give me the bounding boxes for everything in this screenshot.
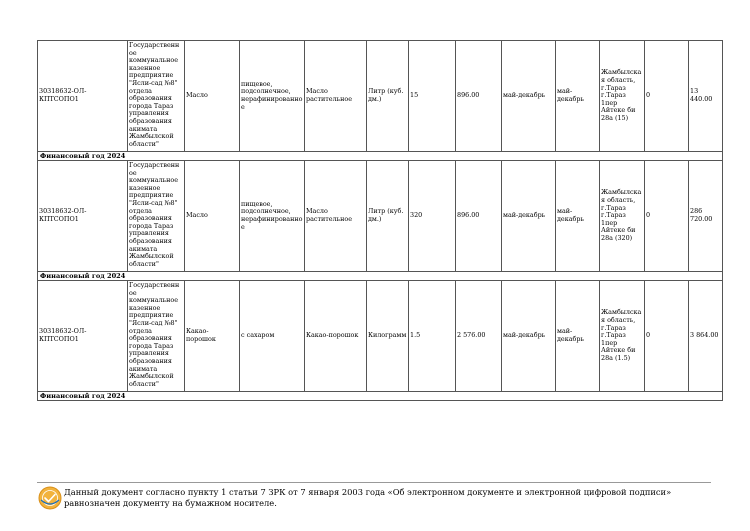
year-row <box>38 392 723 401</box>
cell-organization: Государственное коммунальное казенное предприятие "Ясли-сад №8" отдела образования города Тараз управления образования акимата Жамбылской области" <box>128 161 185 272</box>
cell-name: Масло <box>185 161 240 272</box>
cell-delivery-place: Жамбылская область, г.Тараз г.Тараз 1пер Айтеке би 28а (320) <box>600 161 645 272</box>
footer-divider <box>37 482 711 483</box>
cell-period-start: май-декабрь <box>502 161 556 272</box>
legal-notice: Данный документ согласно пункту 1 статьи 7 ЗРК от 7 января 2003 года «Об электронном документе и электронной цифровой подписи» равнозначен документу на бумажном носителе. <box>64 487 672 508</box>
cell-extra: Масло растительное <box>305 161 367 272</box>
cell-total: 286 720.00 <box>689 161 723 272</box>
cell-extra: Какао-порошок <box>305 281 367 392</box>
cell-period-end: май-декабрь <box>556 281 600 392</box>
cell-quantity: 15 <box>409 41 456 152</box>
cell-period-end: май-декабрь <box>556 161 600 272</box>
table-row <box>38 281 723 392</box>
financial-year-label: Финансовый год 2024 <box>38 272 723 281</box>
cell-price: 896.00 <box>456 41 502 152</box>
cell-organization: Государственное коммунальное казенное предприятие "Ясли-сад №8" отдела образования города Тараз управления образования акимата Жамбылской области" <box>128 281 185 392</box>
cell-delivery-place: Жамбылская область, г.Тараз г.Тараз 1пер Айтеке би 28а (15) <box>600 41 645 152</box>
seal-icon <box>38 486 62 510</box>
cell-characteristic: с сахаром <box>240 281 305 392</box>
cell-code: 30318632-ОЛ-КПТСОПО1 <box>38 161 128 272</box>
procurement-table <box>37 40 723 401</box>
financial-year-label: Финансовый год 2024 <box>38 392 723 401</box>
table-row <box>38 41 723 152</box>
cell-unit: Литр (куб. дм.) <box>367 41 409 152</box>
table-row <box>38 161 723 272</box>
cell-period-start: май-декабрь <box>502 281 556 392</box>
cell-period-end: май-декабрь <box>556 41 600 152</box>
cell-unit: Литр (куб. дм.) <box>367 161 409 272</box>
cell-characteristic: пищевое, подсолнечное, нерафинированное <box>240 41 305 152</box>
year-row <box>38 152 723 161</box>
cell-advance: 0 <box>645 161 689 272</box>
cell-period-start: май-декабрь <box>502 41 556 152</box>
cell-quantity: 1.5 <box>409 281 456 392</box>
cell-advance: 0 <box>645 41 689 152</box>
year-row <box>38 272 723 281</box>
cell-total: 3 864.00 <box>689 281 723 392</box>
financial-year-label: Финансовый год 2024 <box>38 152 723 161</box>
cell-code: 30318632-ОЛ-КПТСОПО1 <box>38 41 128 152</box>
cell-price: 896.00 <box>456 161 502 272</box>
cell-delivery-place: Жамбылская область, г.Тараз г.Тараз 1пер Айтеке би 28а (1.5) <box>600 281 645 392</box>
cell-organization: Государственное коммунальное казенное предприятие "Ясли-сад №8" отдела образования города Тараз управления образования акимата Жамбылской области" <box>128 41 185 152</box>
cell-name: Масло <box>185 41 240 152</box>
cell-total: 13 440.00 <box>689 41 723 152</box>
cell-extra: Масло растительное <box>305 41 367 152</box>
cell-quantity: 320 <box>409 161 456 272</box>
cell-advance: 0 <box>645 281 689 392</box>
cell-code: 30318632-ОЛ-КПТСОПО1 <box>38 281 128 392</box>
cell-characteristic: пищевое, подсолнечное, нерафинированное <box>240 161 305 272</box>
cell-price: 2 576.00 <box>456 281 502 392</box>
cell-unit: Килограмм <box>367 281 409 392</box>
cell-name: Какао-порошок <box>185 281 240 392</box>
